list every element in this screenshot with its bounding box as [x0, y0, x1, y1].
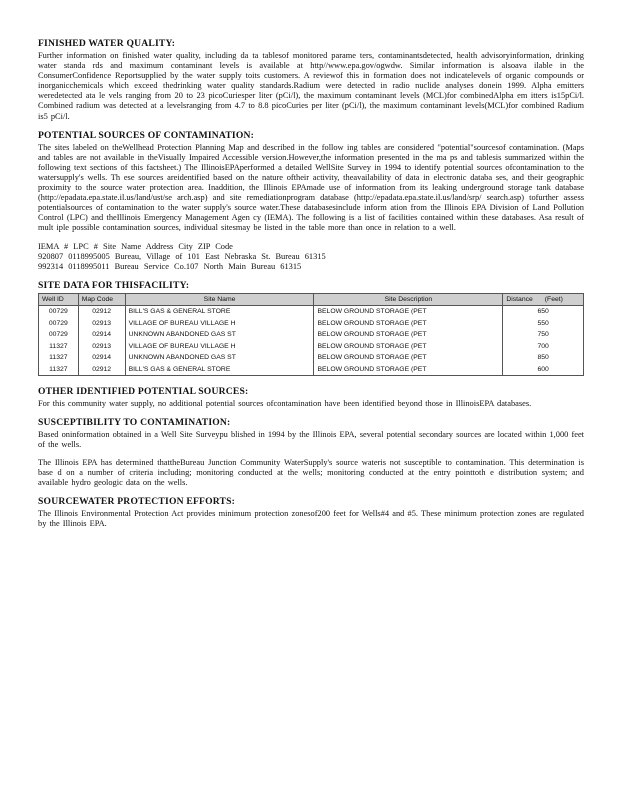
cell-well-id: 11327	[39, 363, 79, 375]
cell-site-description: BELOW GROUND STORAGE (PET	[314, 363, 503, 375]
table-header-row	[39, 293, 584, 305]
col-distance-label: Distance	[506, 295, 533, 303]
site-data-table	[38, 293, 584, 376]
iema-list-row: 920807 0118995005 Bureau, Village of 101 East Nebraska St. Bureau 61315	[38, 251, 326, 261]
cell-well-id: 11327	[39, 340, 79, 352]
cell-distance: 750	[503, 329, 584, 341]
cell-site-name: VILLAGE OF BUREAU VILLAGE H	[125, 340, 314, 352]
cell-site-name: BILL'S GAS & GENERAL STORE	[125, 363, 314, 375]
cell-well-id: 11327	[39, 352, 79, 364]
cell-site-name: UNKNOWN ABANDONED GAS ST	[125, 352, 314, 364]
table-row	[39, 305, 584, 317]
susceptibility-heading: SUSCEPTIBILITY TO CONTAMINATION:	[38, 416, 231, 428]
cell-distance: 650	[503, 305, 584, 317]
cell-site-name: UNKNOWN ABANDONED GAS ST	[125, 329, 314, 341]
table-row	[39, 363, 584, 375]
cell-distance: 600	[503, 363, 584, 375]
col-distance	[503, 293, 584, 305]
sourcewater-heading: SOURCEWATER PROTECTION EFFORTS:	[38, 496, 236, 508]
cell-map-code: 02913	[78, 317, 125, 329]
table-row	[39, 340, 584, 352]
finished-water-heading: FINISHED WATER QUALITY:	[38, 38, 176, 49]
cell-distance: 850	[503, 352, 584, 364]
col-well-id: Well ID	[39, 293, 79, 305]
cell-map-code: 02913	[78, 340, 125, 352]
iema-list-row: 992314 0118995011 Bureau Service Co.107 North Main Bureau 61315	[38, 261, 302, 271]
iema-list	[38, 242, 584, 272]
table-row	[39, 329, 584, 341]
col-site-description: Site Description	[314, 293, 503, 305]
cell-distance: 700	[503, 340, 584, 352]
cell-site-description: BELOW GROUND STORAGE (PET	[314, 317, 503, 329]
cell-well-id: 00729	[39, 317, 79, 329]
site-data-heading: SITE DATA FOR THISFACILITY:	[38, 279, 190, 291]
finished-water-text: Further information on finished water quality, including da ta tablesof monitored parame ters, contaminantsdetected, health advisoryinformation, drinking water standa rds and maximum contaminant levels is available at http//www.epa.gov/ogwdw. Similar information is alsoava ilable in the ConsumerConfidence Reportsupplied by the water supply toits customers. A reviewof this in formation does not indicatelevels of organic compounds or inorganicchemicals which exceed thedrinking water quality standards.Radium were detected in radio nuclide analyses donein 1999. Alpha emitters weredetected ata le vels ranging from 20 to 23 picoCuriesper liter (pCi/l), the maximum contaminant levels (MCL)for combinedAlpha em itters is15pCi/l. Combined radium was detected at a levelsranging from 4.7 to 8.8 picoCuries per liter (pCi/l), the maximum contaminant levels(MCL)for combined Radium is5 pCi/l.	[38, 51, 584, 121]
col-map-code: Map Code	[78, 293, 125, 305]
cell-site-description: BELOW GROUND STORAGE (PET	[314, 352, 503, 364]
table-row	[39, 352, 584, 364]
potential-sources-heading: POTENTIAL SOURCES OF CONTAMINATION:	[38, 129, 255, 141]
sourcewater-text: The Illinois Environmental Protection Act provides minimum protection zonesof200 feet for Wells#4 and #5. These minimum protection zones are regulated by the Illinois EPA.	[38, 509, 584, 529]
table-row	[39, 317, 584, 329]
other-sources-text: For this community water supply, no additional potential sources ofcontamination have been identified beyond those in IllinoisEPA databases.	[38, 398, 532, 408]
susceptibility-text-1: Based oninformation obtained in a Well Site Surveypu blished in 1994 by the Illinois EPA, several potential secondary sources are located within 1,000 feet of the wells.	[38, 429, 584, 449]
document-page	[38, 38, 584, 538]
cell-well-id: 00729	[39, 329, 79, 341]
other-sources-heading: OTHER IDENTIFIED POTENTIAL SOURCES:	[38, 385, 249, 397]
cell-site-description: BELOW GROUND STORAGE (PET	[314, 305, 503, 317]
cell-site-description: BELOW GROUND STORAGE (PET	[314, 340, 503, 352]
cell-site-name: VILLAGE OF BUREAU VILLAGE H	[125, 317, 314, 329]
iema-list-header: IEMA # LPC # Site Name Address City ZIP Code	[38, 241, 233, 251]
susceptibility-text-2: The Illinois EPA has determined thattheBureau Junction Community WaterSupply's source wateris not susceptible to contamination. This determination is base d on a number of criteria including; monitoring conducted at the wells; monitoring conducted at the entry pointtoth e distribution system; and available hydro geologic data on the wells.	[38, 458, 584, 488]
cell-site-name: BILL'S GAS & GENERAL STORE	[125, 305, 314, 317]
col-site-name: Site Name	[125, 293, 314, 305]
cell-well-id: 00729	[39, 305, 79, 317]
cell-map-code: 02914	[78, 329, 125, 341]
col-feet-label: (Feet)	[544, 295, 563, 303]
potential-sources-text: The sites labeled on theWellhead Protection Planning Map and described in the follow ing tables are considered "potential"sourcesof contamination. (Maps and tables are not available in theVisually Impaired Accessible version.However,the information presented in the ma ps and tablesis summarized within the following text sections of this factsheet.) The IllinoisEPAperformed a detailed WellSite Survey in 1994 to identify potential sources ofcontamination to the watersupply's wells. Th ese sources areidentified based on the nature oftheir activity, theavailability of data in electronic databa ses, and their geographic proximity to the source water protection area. Inaddition, the Illinois EPAmade use of information from its leaking underground storage tank database (http://epadata.epa.state.il.us/land/ust/se arch.asp) and site remediationprogram database (http://epadata.epa.state.il.us/land/srp/ search.asp) tofurther assess potentialsources of contamination to the water supply's source water.These databasesinclude inform ation from the Illinois EPA Division of Land Pollution Control (LPC) and theIllinois Emergency Management Agen cy (IEMA). The following is a list of facilities contained within these databases. Asa result of mult iple possible contamination sources, individual sitesmay be listed in the table more than once in relation to a well.	[38, 142, 584, 233]
cell-map-code: 02912	[78, 305, 125, 317]
cell-distance: 550	[503, 317, 584, 329]
cell-map-code: 02912	[78, 363, 125, 375]
cell-map-code: 02914	[78, 352, 125, 364]
cell-site-description: BELOW GROUND STORAGE (PET	[314, 329, 503, 341]
